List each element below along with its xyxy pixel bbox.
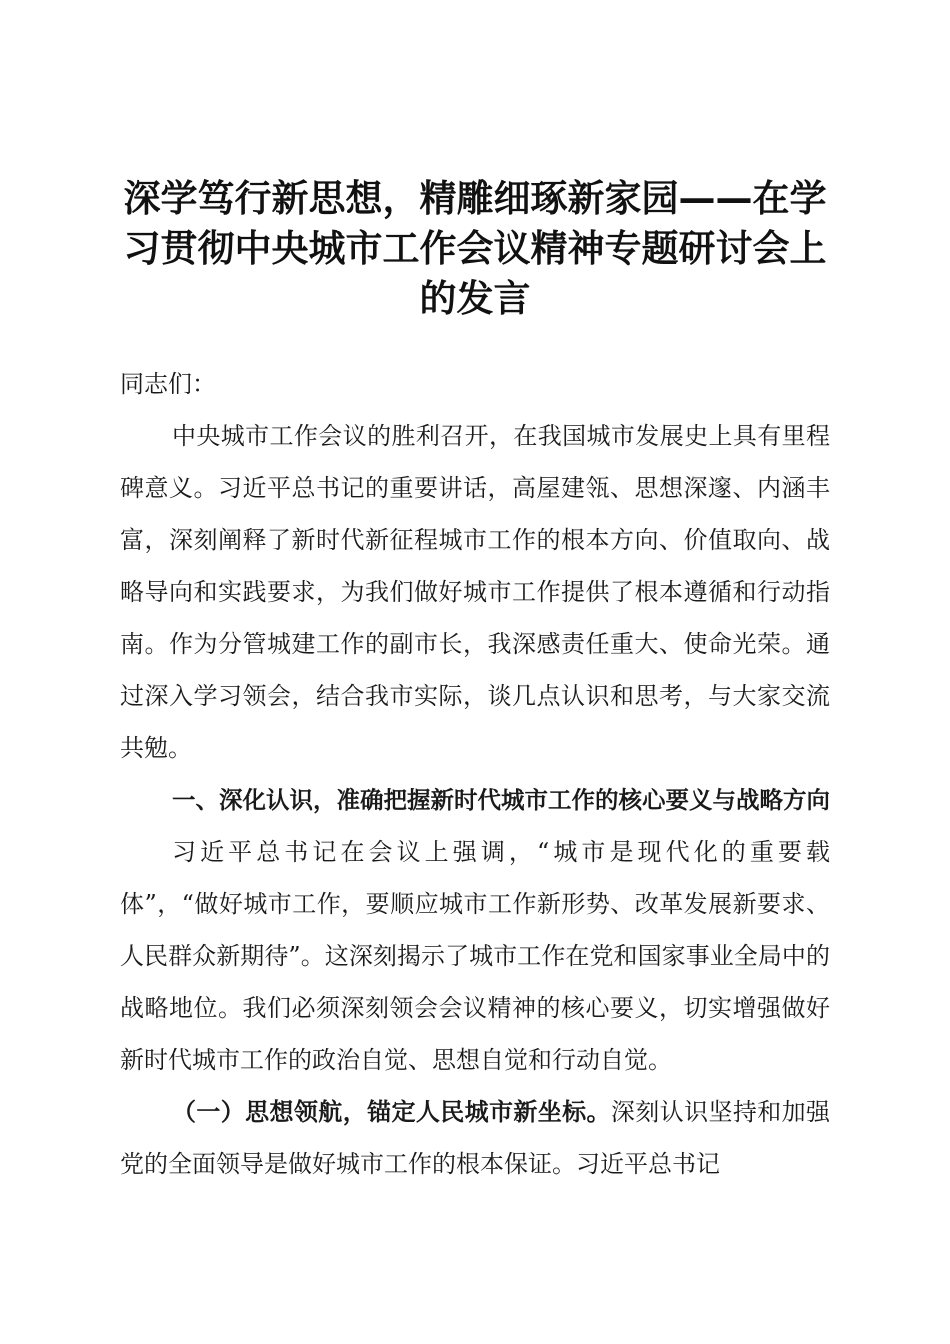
subsection-1-text: 深刻认识坚持和加强党的全面领导是做好城市工作的根本保证。习近平总书记 — [120, 1098, 830, 1178]
salutation: 同志们： — [120, 370, 216, 398]
section-1-paragraph: 习近平总书记在会议上强调，“城市是现代化的重要载体”，“做好城市工作，要顺应城市工作新形势、改革发展新要求、人民群众新期待”。这深刻揭示了城市工作在党和国家事业全局中的战略地位。我们必须深刻领会会议精神的核心要义，切实增强做好新时代城市工作的政治自觉、思想自觉和行动自觉。 — [120, 838, 830, 1074]
subsection-1-paragraph — [120, 1086, 830, 1190]
document-title: 深学笃行新思想，精雕细琢新家园——在学习贯彻中央城市工作会议精神专题研讨会上的发言 — [123, 177, 827, 320]
document-body — [120, 358, 830, 1190]
intro-paragraph: 中央城市工作会议的胜利召开，在我国城市发展史上具有里程碑意义。习近平总书记的重要讲话，高屋建瓴、思想深邃、内涵丰富，深刻阐释了新时代新征程城市工作的根本方向、价值取向、战略导向和实践要求，为我们做好城市工作提供了根本遵循和行动指南。作为分管城建工作的副市长，我深感责任重大、使命光荣。通过深入学习领会，结合我市实际，谈几点认识和思考，与大家交流共勉。 — [120, 422, 830, 762]
subsection-1-lead: （一）思想领航，锚定人民城市新坐标。 — [172, 1097, 611, 1126]
section-heading-1: 一、深化认识，准确把握新时代城市工作的核心要义与战略方向 — [172, 786, 830, 814]
